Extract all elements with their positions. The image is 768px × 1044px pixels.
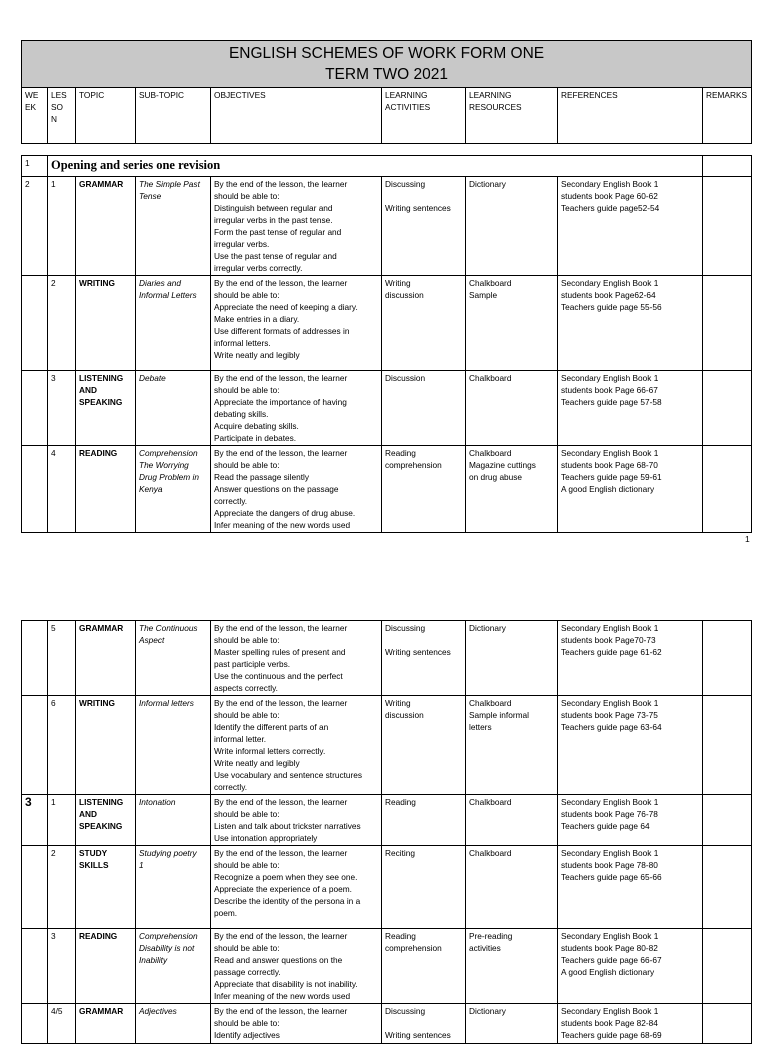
lesson-cell: 3 <box>48 371 76 446</box>
week-cell <box>22 929 48 1004</box>
title-line-1: ENGLISH SCHEMES OF WORK FORM ONE <box>228 45 545 62</box>
remarks-cell <box>703 929 752 1004</box>
remarks-cell <box>703 696 752 795</box>
references-cell: Secondary English Book 1 students book Page 82-84 Teachers guide page 68-69 <box>558 1004 703 1044</box>
topic-cell: LISTENING AND SPEAKING <box>76 371 136 446</box>
resources-cell: Chalkboard Magazine cuttings on drug abuse <box>466 446 558 533</box>
topic-cell: LISTENING AND SPEAKING <box>76 795 136 846</box>
header-subtopic: SUB-TOPIC <box>136 88 211 144</box>
references-cell: Secondary English Book 1 students book Page 76-78 Teachers guide page 64 <box>558 795 703 846</box>
remarks-cell <box>703 371 752 446</box>
schemes-table-page-2 <box>21 620 752 1044</box>
remarks-cell <box>703 156 752 177</box>
table-row <box>22 795 752 846</box>
document-title <box>22 41 752 88</box>
subtopic-cell: Comprehension Disability is not Inability <box>136 929 211 1004</box>
lesson-cell: 1 <box>48 177 76 276</box>
references-cell: Secondary English Book 1 students book Page 80-82 Teachers guide page 66-67 A good English dictionary <box>558 929 703 1004</box>
header-references: REFERENCES <box>558 88 703 144</box>
topic-cell: GRAMMAR <box>76 177 136 276</box>
objectives-cell: By the end of the lesson, the learner should be able to: Listen and talk about trickster narratives Use intonation appropriately <box>211 795 382 846</box>
table-row <box>22 696 752 795</box>
references-cell: Secondary English Book 1 students book Page62-64 Teachers guide page 55-56 <box>558 276 703 371</box>
subtopic-cell: Intonation <box>136 795 211 846</box>
header-objectives: OBJECTIVES <box>211 88 382 144</box>
subtopic-cell: Informal letters <box>136 696 211 795</box>
lesson-cell: 2 <box>48 276 76 371</box>
table-row <box>22 621 752 696</box>
remarks-cell <box>703 177 752 276</box>
lesson-cell: 5 <box>48 621 76 696</box>
title-line-2: TERM TWO 2021 <box>325 66 448 83</box>
lesson-cell: 3 <box>48 929 76 1004</box>
remarks-cell <box>703 846 752 929</box>
activities-cell: Discussing Writing sentences <box>382 621 466 696</box>
header-activities: LEARNING ACTIVITIES <box>382 88 466 144</box>
activities-cell: Writing discussion <box>382 696 466 795</box>
resources-cell: Chalkboard Sample informal letters <box>466 696 558 795</box>
lesson-cell: 4 <box>48 446 76 533</box>
references-cell: Secondary English Book 1 students book Page70-73 Teachers guide page 61-62 <box>558 621 703 696</box>
table-row <box>22 446 752 533</box>
page-number: 1 <box>745 534 750 544</box>
subtopic-cell: Comprehension The Worrying Drug Problem in Kenya <box>136 446 211 533</box>
header-week: WE EK <box>22 88 48 144</box>
resources-cell: Chalkboard Sample <box>466 276 558 371</box>
week-cell: 2 <box>22 177 48 276</box>
resources-cell: Dictionary <box>466 1004 558 1044</box>
resources-cell: Chalkboard <box>466 371 558 446</box>
objectives-cell: By the end of the lesson, the learner should be able to: Appreciate the need of keeping a diary. Make entries in a diary. Use different formats of addresses in informal letters. Write neatly and legibly <box>211 276 382 371</box>
resources-cell: Dictionary <box>466 621 558 696</box>
lesson-cell: 4/5 <box>48 1004 76 1044</box>
activities-cell: Reciting <box>382 846 466 929</box>
subtopic-cell: Adjectives <box>136 1004 211 1044</box>
topic-cell: WRITING <box>76 276 136 371</box>
table-row <box>22 371 752 446</box>
topic-cell: WRITING <box>76 696 136 795</box>
objectives-cell: By the end of the lesson, the learner should be able to: Identify the different parts of an informal letter. Write informal letters correctly. Write neatly and legibly Use vocabulary and sentence structures correctly. <box>211 696 382 795</box>
activities-cell: Reading <box>382 795 466 846</box>
objectives-cell: By the end of the lesson, the learner should be able to: Read and answer questions on the passage correctly. Appreciate that disability is not inability. Infer meaning of the new words used <box>211 929 382 1004</box>
week-cell: 3 <box>22 795 48 846</box>
objectives-cell: By the end of the lesson, the learner should be able to: Distinguish between regular and irregular verbs in the past tense. Form the past tense of regular and irregular verbs. Use the past tense of regular and irregular verbs correctly. <box>211 177 382 276</box>
references-cell: Secondary English Book 1 students book Page 78-80 Teachers guide page 65-66 <box>558 846 703 929</box>
week-cell <box>22 371 48 446</box>
remarks-cell <box>703 446 752 533</box>
remarks-cell <box>703 276 752 371</box>
week-cell <box>22 446 48 533</box>
objectives-cell: By the end of the lesson, the learner should be able to: Read the passage silently Answer questions on the passage correctly. Appreciate the dangers of drug abuse. Infer meaning of the new words used <box>211 446 382 533</box>
activities-cell: Reading comprehension <box>382 929 466 1004</box>
lesson-cell: 2 <box>48 846 76 929</box>
activities-cell: Discussing Writing sentences <box>382 177 466 276</box>
objectives-cell: By the end of the lesson, the learner should be able to: Master spelling rules of present and past participle verbs. Use the continuous and the perfect aspects correctly. <box>211 621 382 696</box>
subtopic-cell: The Continuous Aspect <box>136 621 211 696</box>
remarks-cell <box>703 621 752 696</box>
objectives-cell: By the end of the lesson, the learner should be able to: Appreciate the importance of having debating skills. Acquire debating skills. Participate in debates. <box>211 371 382 446</box>
topic-cell: READING <box>76 929 136 1004</box>
table-row <box>22 276 752 371</box>
week-cell <box>22 846 48 929</box>
resources-cell: Dictionary <box>466 177 558 276</box>
subtopic-cell: Debate <box>136 371 211 446</box>
table-row <box>22 929 752 1004</box>
activities-cell: Writing discussion <box>382 276 466 371</box>
week-cell <box>22 276 48 371</box>
header-lesson: LES SO N <box>48 88 76 144</box>
objectives-cell: By the end of the lesson, the learner should be able to: Recognize a poem when they see one. Appreciate the experience of a poem. Describe the identity of the persona in a poem. <box>211 846 382 929</box>
header-resources: LEARNING RESOURCES <box>466 88 558 144</box>
week-1-number: 1 <box>22 156 48 177</box>
topic-cell: STUDY SKILLS <box>76 846 136 929</box>
week-cell <box>22 621 48 696</box>
resources-cell: Pre-reading activities <box>466 929 558 1004</box>
references-cell: Secondary English Book 1 students book Page 73-75 Teachers guide page 63-64 <box>558 696 703 795</box>
resources-cell: Chalkboard <box>466 795 558 846</box>
schemes-table-page-1 <box>21 155 752 533</box>
header-topic: TOPIC <box>76 88 136 144</box>
activities-cell: Discussion <box>382 371 466 446</box>
table-row <box>22 177 752 276</box>
references-cell: Secondary English Book 1 students book Page 60-62 Teachers guide page52-54 <box>558 177 703 276</box>
resources-cell: Chalkboard <box>466 846 558 929</box>
week-1-opening: Opening and series one revision <box>48 156 703 177</box>
table-row <box>22 846 752 929</box>
header-table <box>21 40 752 144</box>
subtopic-cell: Diaries and Informal Letters <box>136 276 211 371</box>
activities-cell: Discussing Writing sentences <box>382 1004 466 1044</box>
remarks-cell <box>703 795 752 846</box>
topic-cell: READING <box>76 446 136 533</box>
lesson-cell: 6 <box>48 696 76 795</box>
topic-cell: GRAMMAR <box>76 1004 136 1044</box>
subtopic-cell: Studying poetry 1 <box>136 846 211 929</box>
references-cell: Secondary English Book 1 students book Page 66-67 Teachers guide page 57-58 <box>558 371 703 446</box>
objectives-cell: By the end of the lesson, the learner should be able to: Identify adjectives <box>211 1004 382 1044</box>
subtopic-cell: The Simple Past Tense <box>136 177 211 276</box>
header-remarks: REMARKS <box>703 88 752 144</box>
week-cell <box>22 696 48 795</box>
topic-cell: GRAMMAR <box>76 621 136 696</box>
references-cell: Secondary English Book 1 students book Page 68-70 Teachers guide page 59-61 A good English dictionary <box>558 446 703 533</box>
activities-cell: Reading comprehension <box>382 446 466 533</box>
lesson-cell: 1 <box>48 795 76 846</box>
